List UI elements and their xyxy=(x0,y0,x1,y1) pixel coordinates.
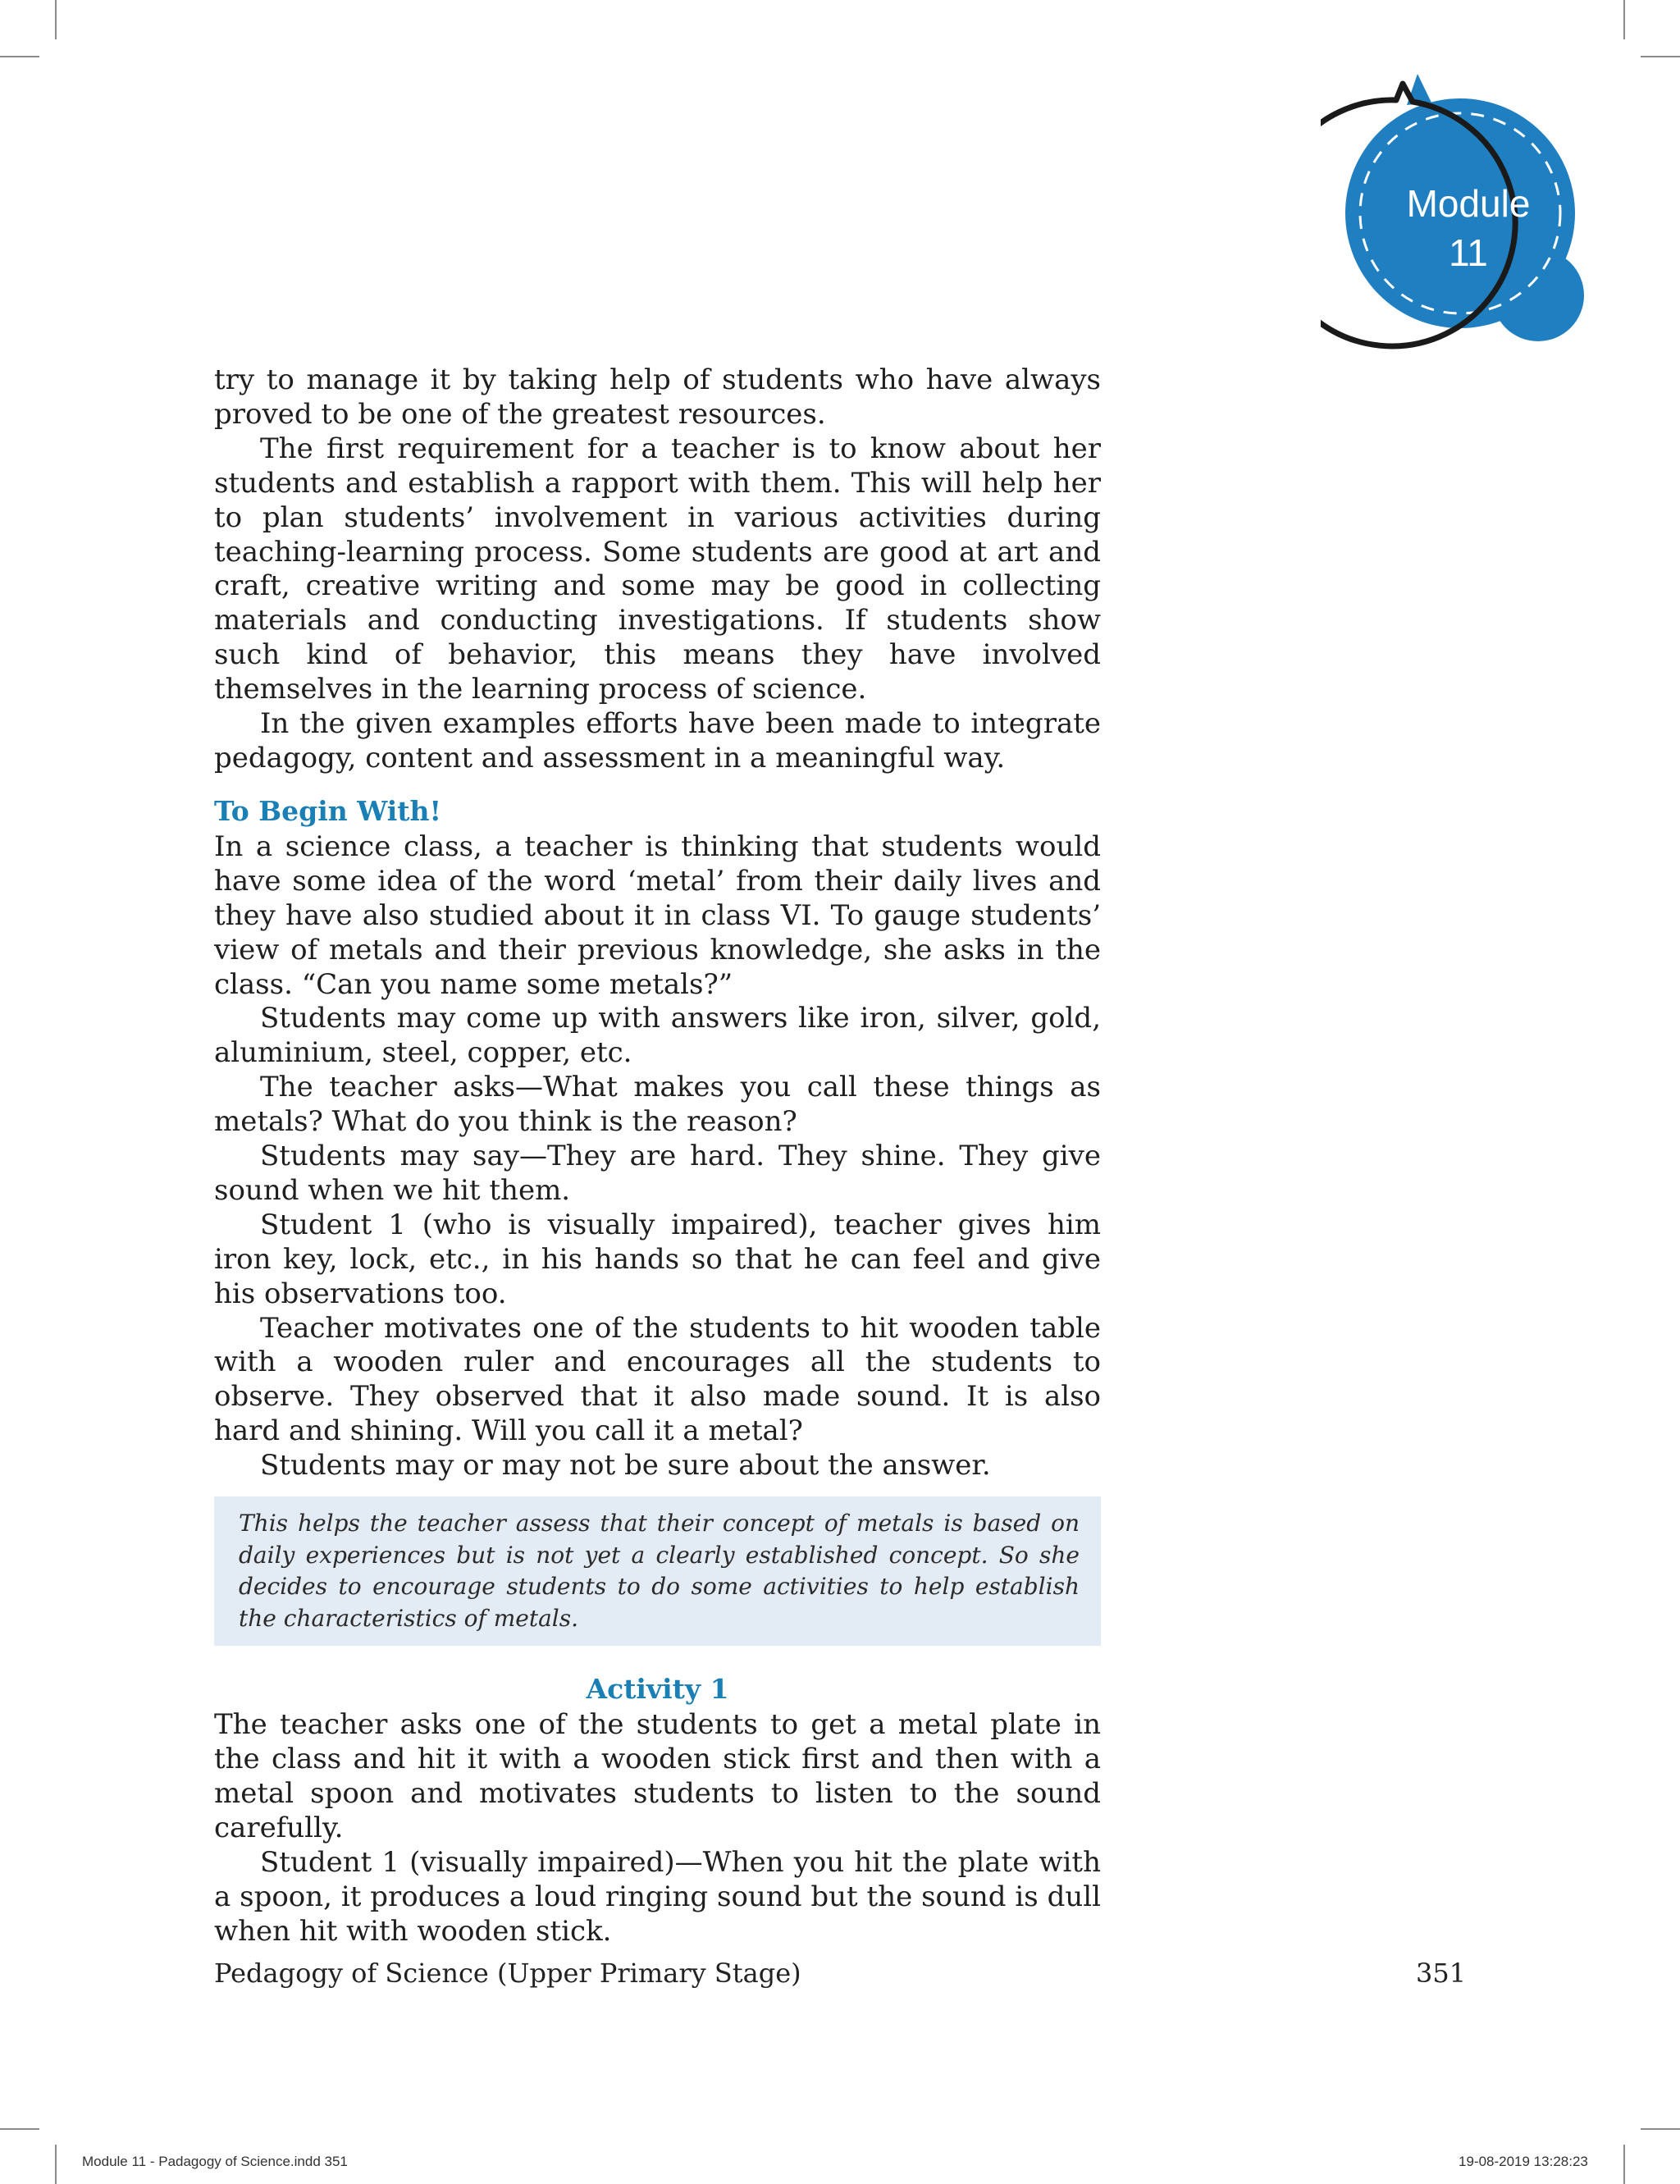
crop-mark xyxy=(1641,2128,1680,2130)
crop-mark xyxy=(0,2128,39,2130)
paragraph: Teacher motivates one of the students to hit wooden table with a wooden ruler and encourages all the students to observe. They observed that it also made sound. It is also hard and shining. Will you call it a metal? xyxy=(214,1311,1101,1448)
module-number: 11 xyxy=(1449,231,1488,274)
book-title-footer: Pedagogy of Science (Upper Primary Stage) xyxy=(214,1958,801,1989)
section-heading: To Begin With! xyxy=(214,794,441,827)
activity-heading: Activity 1 xyxy=(586,1673,729,1706)
paragraph: The teacher asks—What makes you call these things as metals? What do you think is the reason? xyxy=(214,1071,1101,1139)
crop-mark xyxy=(1623,0,1625,39)
print-slug-file: Module 11 - Padagogy of Science.indd 351 xyxy=(82,2154,348,2169)
print-slug-timestamp: 19-08-2019 13:28:23 xyxy=(1459,2154,1588,2169)
paragraph: Student 1 (visually impaired)—When you hit the plate with a spoon, it produces a loud ringing sound but the sound is dull when hit with wooden stick. xyxy=(214,1845,1101,1948)
crop-mark xyxy=(0,56,39,57)
module-label: Module xyxy=(1406,182,1531,225)
paragraph: Students may say—They are hard. They shine. They give sound when we hit them. xyxy=(214,1140,1101,1207)
paragraph: Students may come up with answers like iron, silver, gold, aluminium, steel, copper, etc. xyxy=(214,1002,1101,1070)
paragraph: Student 1 (who is visually impaired), teacher gives him iron key, lock, etc., in his hands so that he can feel and give his observations too. xyxy=(214,1208,1101,1310)
assessment-note-box: This helps the teacher assess that their concept of metals is based on daily experiences but is not yet a clearly established concept. So she decides to encourage students to do some activities to help establish the characteristics of metals. xyxy=(214,1496,1101,1646)
paragraph: The first requirement for a teacher is to know about her students and establish a rapport with them. This will help her to plan students’ involvement in various activities during teaching-learning process. Some students are good at art and craft, creative writing and some may be good in collecting materials and conducting investigations. If students show such kind of behavior, this means they have involved themselves in the learning process of science. xyxy=(214,432,1101,706)
crop-mark xyxy=(55,0,57,39)
paragraph: try to manage it by taking help of students who have always proved to be one of the greatest resources. xyxy=(214,363,1101,431)
module-badge xyxy=(1321,66,1600,361)
crop-mark xyxy=(1623,2145,1625,2184)
paragraph: In a science class, a teacher is thinking that students would have some idea of the word ‘metal’ from their daily lives and they have also studied about it in class VI. To gauge students’ view of metals and their previous knowledge, she asks in the class. “Can you name some metals?” xyxy=(214,829,1101,1001)
crop-mark xyxy=(55,2145,57,2184)
page-number: 351 xyxy=(1416,1958,1467,1989)
paragraph: Students may or may not be sure about the answer. xyxy=(260,1449,991,1483)
paragraph: In the given examples efforts have been made to integrate pedagogy, content and assessment in a meaningful way. xyxy=(214,707,1101,774)
crop-mark xyxy=(1641,56,1680,57)
main-text xyxy=(214,363,1101,1949)
paragraph: The teacher asks one of the students to get a metal plate in the class and hit it with a wooden stick first and then with a metal spoon and motivates students to listen to the sound carefully. xyxy=(214,1708,1101,1844)
